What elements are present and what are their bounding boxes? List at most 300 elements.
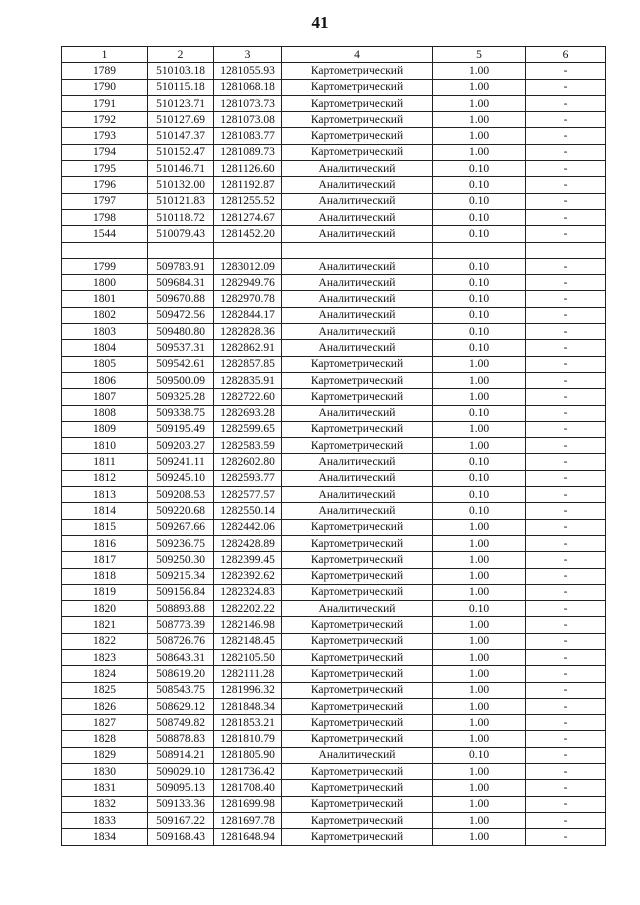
y-coordinate-cell: 1281089.73 [214, 144, 282, 160]
x-coordinate-cell: 510121.83 [148, 193, 214, 209]
point-number-cell: 1826 [62, 698, 148, 714]
method-cell: Картометрический [282, 617, 433, 633]
accuracy-cell: 1.00 [433, 79, 526, 95]
accuracy-cell: 1.00 [433, 535, 526, 551]
note-cell: - [526, 584, 606, 600]
accuracy-cell: 0.10 [433, 226, 526, 242]
accuracy-cell: 1.00 [433, 372, 526, 388]
y-coordinate-cell: 1282857.85 [214, 356, 282, 372]
note-cell: - [526, 258, 606, 274]
note-cell: - [526, 796, 606, 812]
x-coordinate-cell: 510123.71 [148, 95, 214, 111]
accuracy-cell: 1.00 [433, 764, 526, 780]
method-cell: Картометрический [282, 79, 433, 95]
x-coordinate-cell: 509095.13 [148, 780, 214, 796]
y-coordinate-cell: 1282202.22 [214, 601, 282, 617]
accuracy-cell: 1.00 [433, 389, 526, 405]
table-row [62, 454, 606, 470]
x-coordinate-cell: 509670.88 [148, 291, 214, 307]
x-coordinate-cell: 509245.10 [148, 470, 214, 486]
table-row [62, 568, 606, 584]
method-cell: Аналитический [282, 487, 433, 503]
table-row [62, 258, 606, 274]
accuracy-cell: 0.10 [433, 177, 526, 193]
method-cell: Аналитический [282, 209, 433, 225]
point-number-cell: 1813 [62, 487, 148, 503]
table-row [62, 79, 606, 95]
x-coordinate-cell: 509338.75 [148, 405, 214, 421]
accuracy-cell: 0.10 [433, 454, 526, 470]
method-cell: Картометрический [282, 372, 433, 388]
note-cell: - [526, 633, 606, 649]
y-coordinate-cell: 1282146.98 [214, 617, 282, 633]
x-coordinate-cell: 508749.82 [148, 715, 214, 731]
table-row [62, 421, 606, 437]
y-coordinate-cell: 1282844.17 [214, 307, 282, 323]
point-number-cell: 1790 [62, 79, 148, 95]
table-row [62, 698, 606, 714]
point-number-cell: 1798 [62, 209, 148, 225]
table-row [62, 633, 606, 649]
x-coordinate-cell: 508773.39 [148, 617, 214, 633]
x-coordinate-cell: 508543.75 [148, 682, 214, 698]
x-coordinate-cell: 509480.80 [148, 324, 214, 340]
point-number-cell: 1804 [62, 340, 148, 356]
method-cell: Аналитический [282, 307, 433, 323]
point-number-cell: 1833 [62, 812, 148, 828]
note-cell: - [526, 829, 606, 845]
y-coordinate-cell: 1282399.45 [214, 552, 282, 568]
x-coordinate-cell: 510079.43 [148, 226, 214, 242]
x-coordinate-cell: 508643.31 [148, 649, 214, 665]
note-cell: - [526, 128, 606, 144]
y-coordinate-cell: 1282602.80 [214, 454, 282, 470]
point-number-cell: 1795 [62, 161, 148, 177]
note-cell: - [526, 747, 606, 763]
note-cell: - [526, 405, 606, 421]
point-number-cell: 1796 [62, 177, 148, 193]
note-cell: - [526, 79, 606, 95]
note-cell: - [526, 503, 606, 519]
x-coordinate-cell: 509133.36 [148, 796, 214, 812]
note-cell: - [526, 780, 606, 796]
table-row [62, 535, 606, 551]
accuracy-cell: 0.10 [433, 193, 526, 209]
y-coordinate-cell: 1282970.78 [214, 291, 282, 307]
column-header: 2 [148, 47, 214, 63]
method-cell: Картометрический [282, 95, 433, 111]
y-coordinate-cell: 1281736.42 [214, 764, 282, 780]
accuracy-cell: 0.10 [433, 503, 526, 519]
y-coordinate-cell: 1282599.65 [214, 421, 282, 437]
table-row [62, 112, 606, 128]
method-cell: Картометрический [282, 144, 433, 160]
y-coordinate-cell: 1282593.77 [214, 470, 282, 486]
x-coordinate-cell: 509236.75 [148, 535, 214, 551]
x-coordinate-cell: 510146.71 [148, 161, 214, 177]
column-header: 6 [526, 47, 606, 63]
x-coordinate-cell: 509684.31 [148, 275, 214, 291]
y-coordinate-cell: 1282835.91 [214, 372, 282, 388]
x-coordinate-cell: 509783.91 [148, 258, 214, 274]
table-row [62, 715, 606, 731]
method-cell: Картометрический [282, 698, 433, 714]
table-row [62, 780, 606, 796]
accuracy-cell: 1.00 [433, 796, 526, 812]
point-number-cell: 1824 [62, 666, 148, 682]
method-cell: Аналитический [282, 275, 433, 291]
table-row [62, 438, 606, 454]
x-coordinate-cell: 509156.84 [148, 584, 214, 600]
note-cell: - [526, 487, 606, 503]
y-coordinate-cell: 1281073.08 [214, 112, 282, 128]
y-coordinate-cell: 1281996.32 [214, 682, 282, 698]
note-cell: - [526, 519, 606, 535]
accuracy-cell: 0.10 [433, 161, 526, 177]
note-cell [526, 242, 606, 258]
table-row [62, 275, 606, 291]
method-cell: Аналитический [282, 454, 433, 470]
note-cell: - [526, 666, 606, 682]
table-row [62, 356, 606, 372]
y-coordinate-cell: 1282828.36 [214, 324, 282, 340]
x-coordinate-cell: 509168.43 [148, 829, 214, 845]
note-cell: - [526, 552, 606, 568]
table-row [62, 503, 606, 519]
accuracy-cell: 1.00 [433, 552, 526, 568]
method-cell: Картометрический [282, 764, 433, 780]
accuracy-cell: 1.00 [433, 584, 526, 600]
point-number-cell: 1834 [62, 829, 148, 845]
table-row [62, 617, 606, 633]
y-coordinate-cell: 1282105.50 [214, 649, 282, 665]
method-cell: Картометрический [282, 389, 433, 405]
y-coordinate-cell: 1282324.83 [214, 584, 282, 600]
point-number-cell: 1808 [62, 405, 148, 421]
accuracy-cell: 1.00 [433, 128, 526, 144]
table-row [62, 63, 606, 79]
accuracy-cell: 0.10 [433, 470, 526, 486]
x-coordinate-cell: 509472.56 [148, 307, 214, 323]
y-coordinate-cell: 1281452.20 [214, 226, 282, 242]
accuracy-cell: 1.00 [433, 812, 526, 828]
note-cell: - [526, 112, 606, 128]
note-cell: - [526, 209, 606, 225]
y-coordinate-cell: 1282583.59 [214, 438, 282, 454]
point-number-cell: 1821 [62, 617, 148, 633]
note-cell: - [526, 438, 606, 454]
table-row [62, 552, 606, 568]
y-coordinate-cell: 1281810.79 [214, 731, 282, 747]
note-cell: - [526, 63, 606, 79]
table-row [62, 829, 606, 845]
y-coordinate-cell: 1281699.98 [214, 796, 282, 812]
method-cell: Картометрический [282, 112, 433, 128]
note-cell: - [526, 812, 606, 828]
method-cell: Картометрический [282, 633, 433, 649]
point-number-cell [62, 242, 148, 258]
y-coordinate-cell: 1281697.78 [214, 812, 282, 828]
column-header: 4 [282, 47, 433, 63]
method-cell: Картометрический [282, 584, 433, 600]
point-number-cell: 1825 [62, 682, 148, 698]
table-row [62, 487, 606, 503]
table-separator-row [62, 242, 606, 258]
accuracy-cell: 1.00 [433, 144, 526, 160]
y-coordinate-cell: 1282722.60 [214, 389, 282, 405]
accuracy-cell: 1.00 [433, 438, 526, 454]
y-coordinate-cell: 1282862.91 [214, 340, 282, 356]
accuracy-cell [433, 242, 526, 258]
accuracy-cell: 0.10 [433, 601, 526, 617]
note-cell: - [526, 715, 606, 731]
table-row [62, 649, 606, 665]
accuracy-cell: 0.10 [433, 405, 526, 421]
y-coordinate-cell: 1281274.67 [214, 209, 282, 225]
accuracy-cell: 1.00 [433, 666, 526, 682]
note-cell: - [526, 601, 606, 617]
note-cell: - [526, 356, 606, 372]
table-row [62, 128, 606, 144]
x-coordinate-cell: 508619.20 [148, 666, 214, 682]
x-coordinate-cell: 508893.88 [148, 601, 214, 617]
x-coordinate-cell: 509537.31 [148, 340, 214, 356]
accuracy-cell: 1.00 [433, 95, 526, 111]
table-row [62, 666, 606, 682]
x-coordinate-cell [148, 242, 214, 258]
y-coordinate-cell: 1282949.76 [214, 275, 282, 291]
accuracy-cell: 0.10 [433, 324, 526, 340]
point-number-cell: 1832 [62, 796, 148, 812]
note-cell: - [526, 649, 606, 665]
table-row [62, 731, 606, 747]
method-cell: Аналитический [282, 177, 433, 193]
note-cell: - [526, 307, 606, 323]
point-number-cell: 1810 [62, 438, 148, 454]
note-cell: - [526, 177, 606, 193]
y-coordinate-cell: 1281853.21 [214, 715, 282, 731]
note-cell: - [526, 698, 606, 714]
x-coordinate-cell: 510152.47 [148, 144, 214, 160]
accuracy-cell: 0.10 [433, 291, 526, 307]
note-cell: - [526, 682, 606, 698]
accuracy-cell: 1.00 [433, 519, 526, 535]
note-cell: - [526, 275, 606, 291]
accuracy-cell: 0.10 [433, 487, 526, 503]
x-coordinate-cell: 508914.21 [148, 747, 214, 763]
x-coordinate-cell: 509500.09 [148, 372, 214, 388]
table-body [62, 63, 606, 845]
column-header: 3 [214, 47, 282, 63]
y-coordinate-cell: 1282550.14 [214, 503, 282, 519]
accuracy-cell: 1.00 [433, 649, 526, 665]
method-cell: Картометрический [282, 649, 433, 665]
method-cell: Аналитический [282, 601, 433, 617]
method-cell: Картометрический [282, 796, 433, 812]
method-cell: Аналитический [282, 193, 433, 209]
accuracy-cell: 1.00 [433, 715, 526, 731]
note-cell: - [526, 470, 606, 486]
point-number-cell: 1809 [62, 421, 148, 437]
note-cell: - [526, 291, 606, 307]
note-cell: - [526, 389, 606, 405]
accuracy-cell: 1.00 [433, 617, 526, 633]
point-number-cell: 1800 [62, 275, 148, 291]
note-cell: - [526, 568, 606, 584]
table-row [62, 161, 606, 177]
point-number-cell: 1830 [62, 764, 148, 780]
y-coordinate-cell: 1281648.94 [214, 829, 282, 845]
table-row [62, 291, 606, 307]
method-cell: Аналитический [282, 470, 433, 486]
y-coordinate-cell: 1281805.90 [214, 747, 282, 763]
x-coordinate-cell: 509167.22 [148, 812, 214, 828]
method-cell: Картометрический [282, 63, 433, 79]
x-coordinate-cell: 510118.72 [148, 209, 214, 225]
accuracy-cell: 0.10 [433, 747, 526, 763]
table-row [62, 470, 606, 486]
point-number-cell: 1819 [62, 584, 148, 600]
accuracy-cell: 1.00 [433, 633, 526, 649]
accuracy-cell: 0.10 [433, 275, 526, 291]
method-cell: Аналитический [282, 258, 433, 274]
method-cell: Картометрический [282, 519, 433, 535]
accuracy-cell: 1.00 [433, 682, 526, 698]
point-number-cell: 1823 [62, 649, 148, 665]
x-coordinate-cell: 509250.30 [148, 552, 214, 568]
accuracy-cell: 1.00 [433, 112, 526, 128]
note-cell: - [526, 193, 606, 209]
accuracy-cell: 0.10 [433, 340, 526, 356]
accuracy-cell: 1.00 [433, 829, 526, 845]
point-number-cell: 1792 [62, 112, 148, 128]
point-number-cell: 1797 [62, 193, 148, 209]
x-coordinate-cell: 510147.37 [148, 128, 214, 144]
x-coordinate-cell: 509267.66 [148, 519, 214, 535]
accuracy-cell: 0.10 [433, 307, 526, 323]
table-row [62, 209, 606, 225]
point-number-cell: 1831 [62, 780, 148, 796]
method-cell: Аналитический [282, 405, 433, 421]
table-row [62, 144, 606, 160]
point-number-cell: 1816 [62, 535, 148, 551]
note-cell: - [526, 144, 606, 160]
accuracy-cell: 1.00 [433, 63, 526, 79]
y-coordinate-cell: 1282392.62 [214, 568, 282, 584]
note-cell: - [526, 421, 606, 437]
y-coordinate-cell: 1282148.45 [214, 633, 282, 649]
x-coordinate-cell: 509241.11 [148, 454, 214, 470]
point-number-cell: 1791 [62, 95, 148, 111]
table-row [62, 307, 606, 323]
point-number-cell: 1812 [62, 470, 148, 486]
point-number-cell: 1544 [62, 226, 148, 242]
table-row [62, 584, 606, 600]
y-coordinate-cell: 1283012.09 [214, 258, 282, 274]
accuracy-cell: 0.10 [433, 258, 526, 274]
point-number-cell: 1828 [62, 731, 148, 747]
table-row [62, 796, 606, 812]
method-cell: Картометрический [282, 780, 433, 796]
table-row [62, 193, 606, 209]
note-cell: - [526, 764, 606, 780]
y-coordinate-cell: 1281055.93 [214, 63, 282, 79]
table-row [62, 601, 606, 617]
y-coordinate-cell: 1281083.77 [214, 128, 282, 144]
point-number-cell: 1815 [62, 519, 148, 535]
table-row [62, 812, 606, 828]
y-coordinate-cell [214, 242, 282, 258]
x-coordinate-cell: 510132.00 [148, 177, 214, 193]
page-number: 41 [311, 13, 329, 32]
accuracy-cell: 1.00 [433, 780, 526, 796]
y-coordinate-cell: 1281068.18 [214, 79, 282, 95]
note-cell: - [526, 535, 606, 551]
x-coordinate-cell: 510103.18 [148, 63, 214, 79]
table-row [62, 177, 606, 193]
table-row [62, 519, 606, 535]
x-coordinate-cell: 508726.76 [148, 633, 214, 649]
column-header: 5 [433, 47, 526, 63]
method-cell: Картометрический [282, 682, 433, 698]
accuracy-cell: 1.00 [433, 356, 526, 372]
note-cell: - [526, 372, 606, 388]
table-row [62, 340, 606, 356]
note-cell: - [526, 95, 606, 111]
method-cell: Картометрический [282, 356, 433, 372]
point-number-cell: 1829 [62, 747, 148, 763]
y-coordinate-cell: 1282442.06 [214, 519, 282, 535]
y-coordinate-cell: 1281073.73 [214, 95, 282, 111]
accuracy-cell: 0.10 [433, 209, 526, 225]
x-coordinate-cell: 509215.34 [148, 568, 214, 584]
method-cell: Аналитический [282, 291, 433, 307]
table-row [62, 747, 606, 763]
method-cell: Аналитический [282, 226, 433, 242]
x-coordinate-cell: 509203.27 [148, 438, 214, 454]
table-row [62, 372, 606, 388]
y-coordinate-cell: 1281255.52 [214, 193, 282, 209]
y-coordinate-cell: 1282693.28 [214, 405, 282, 421]
method-cell: Картометрический [282, 666, 433, 682]
note-cell: - [526, 340, 606, 356]
note-cell: - [526, 731, 606, 747]
point-number-cell: 1805 [62, 356, 148, 372]
table-row [62, 405, 606, 421]
point-number-cell: 1822 [62, 633, 148, 649]
point-number-cell: 1802 [62, 307, 148, 323]
method-cell: Картометрический [282, 552, 433, 568]
method-cell: Картометрический [282, 812, 433, 828]
method-cell: Картометрический [282, 128, 433, 144]
method-cell: Картометрический [282, 829, 433, 845]
y-coordinate-cell: 1281848.34 [214, 698, 282, 714]
accuracy-cell: 1.00 [433, 421, 526, 437]
method-cell: Картометрический [282, 438, 433, 454]
method-cell: Аналитический [282, 324, 433, 340]
table-header-row [62, 47, 606, 63]
point-number-cell: 1801 [62, 291, 148, 307]
point-number-cell: 1789 [62, 63, 148, 79]
method-cell [282, 242, 433, 258]
note-cell: - [526, 324, 606, 340]
point-number-cell: 1818 [62, 568, 148, 584]
x-coordinate-cell: 508878.83 [148, 731, 214, 747]
point-number-cell: 1811 [62, 454, 148, 470]
column-header: 1 [62, 47, 148, 63]
x-coordinate-cell: 509208.53 [148, 487, 214, 503]
method-cell: Аналитический [282, 747, 433, 763]
